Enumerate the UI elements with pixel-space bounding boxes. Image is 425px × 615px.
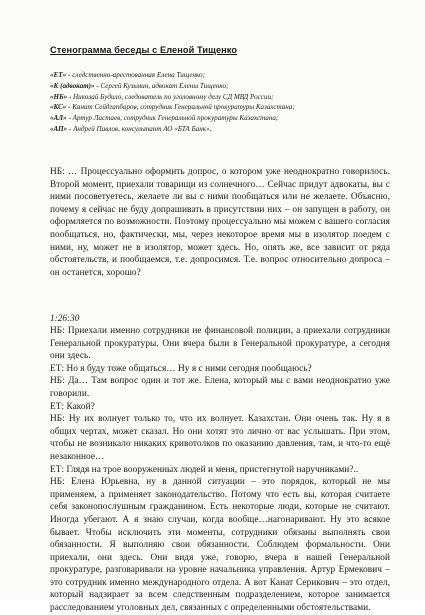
participant-desc: - Артур Ластаев, сотрудник Генеральной прокуратуры Казахстана; bbox=[66, 114, 279, 123]
dialogue-line: НБ: Елена Юрьевна, ну в данной ситуации – это порядок, который не мы применяем, а применяет законодательство. Потому что есть вы, которая считаете себя законопослушным гражданином. Есть некоторые люди, которые не считают. Иногда убегают. А я знаю случаи, когда вообще…нагонаривают. Ну это всякое бывает. Чтобы исключить эти моменты, сотрудники обязаны выполнять свои обязанности. Я выполняю свои обязанности. Соблюдем формальности. Они приехали, они здесь. Они видя уже, говорю, вчера в нашей Генеральной прокуратуре, разговаривали на уровне начальника управления. Артур Ермекович – это сотрудник именно международного отдела. А вот Канат Серикович – это отдел, который надзирает за всем следственным подразделением, которое занимается расследованием уголовных дел, связанных с определенными обстоятельствами. bbox=[50, 477, 390, 614]
participant-line bbox=[50, 102, 390, 113]
participant-abbr: «НБ» bbox=[50, 92, 68, 101]
participant-line bbox=[50, 113, 390, 124]
participant-desc: - Канат Сейдгапбаров, сотрудник Генеральной прокуратуры Казахстана; bbox=[66, 103, 295, 112]
participant-desc: - Сергей Кузьмин, адвокат Елены Тищенко; bbox=[94, 81, 229, 90]
timestamp: 1:26:30 bbox=[50, 314, 80, 324]
participant-abbr: «ЕТ» bbox=[50, 71, 67, 79]
participant-line bbox=[50, 92, 390, 103]
participant-abbr: «АП» bbox=[50, 124, 68, 133]
dialogue-line: ЕТ: Глядя на трое вооруженных людей и меня, пристегнутой наручниками?.. bbox=[50, 464, 359, 475]
participant-line bbox=[50, 124, 390, 135]
dialogue-line: ЕТ: Какой? bbox=[50, 401, 95, 412]
participant-line bbox=[50, 81, 390, 92]
participant-desc: - следственно-арестованная Елена Тищенко; bbox=[66, 71, 205, 79]
participant-desc: - Николай Будило, следователь по уголовному делу СД МВД России; bbox=[67, 92, 274, 101]
participant-abbr: «АЛ» bbox=[50, 114, 67, 123]
transcript-intro-paragraph: НБ: … Процессуально оформить допрос, о котором уже неоднократно говорилось. Второй момент, приехали товарищи из солнечного… Сейчас придут адвокаты, вы с ними посоветуетесь, желаете ли вы с ними пообщаться или не желаете. Объясню, почему я сейчас не буду допрашивать в присутствии них – он запущен в работу, он оформляется по возможности. Поэтому процессуально мы можем с вашего согласия пообщаться, но, фактически, мы, через некоторое время мы в изолятор поедем с ними, ну, может не в изолятор, может здесь. Но, опять же, все зависит от ряда обстоятельств, и пообщаемся, т.е. допросимся. Т.е. вопрос относительно допроса – он останется, хорошо? bbox=[50, 167, 390, 278]
transcript-dialogue bbox=[50, 325, 390, 615]
participant-abbr: «КС» bbox=[50, 103, 67, 112]
dialogue-line: НБ: Ну их волнует только то, что их волнует. Казахстан. Они очень так. Ну я в общих чертах, может сказал. Но они хотят это лично от вас услышать. При этом, чтобы не возникало никаких кривотолков по оказанию давления, там, и что-то ещё незаконное… bbox=[50, 414, 390, 462]
participants-list bbox=[50, 70, 390, 135]
dialogue-line: НБ: Да… Там вопрос один и тот же. Елена, который мы с вами неоднократно уже говорили. bbox=[50, 376, 390, 399]
participant-abbr: «К (адвокат)» bbox=[50, 81, 95, 90]
dialogue-line: НБ: Приехали именно сотрудники не финансовой полиции, а приехали сотрудники Генеральной прокуратуры. Они вчера были в Генеральной прокуратуре, а сегодня они здесь. bbox=[50, 326, 390, 362]
dialogue-line: ЕТ: Но я буду тоже общаться… Ну я с ними сегодня пообщаюсь? bbox=[50, 363, 312, 374]
participant-line bbox=[50, 70, 390, 81]
document-title: Стенограмма беседы с Еленой Тищенко bbox=[50, 45, 238, 55]
participant-desc: - Андрей Павлов, консультант АО «БТА Банк». bbox=[67, 124, 212, 133]
